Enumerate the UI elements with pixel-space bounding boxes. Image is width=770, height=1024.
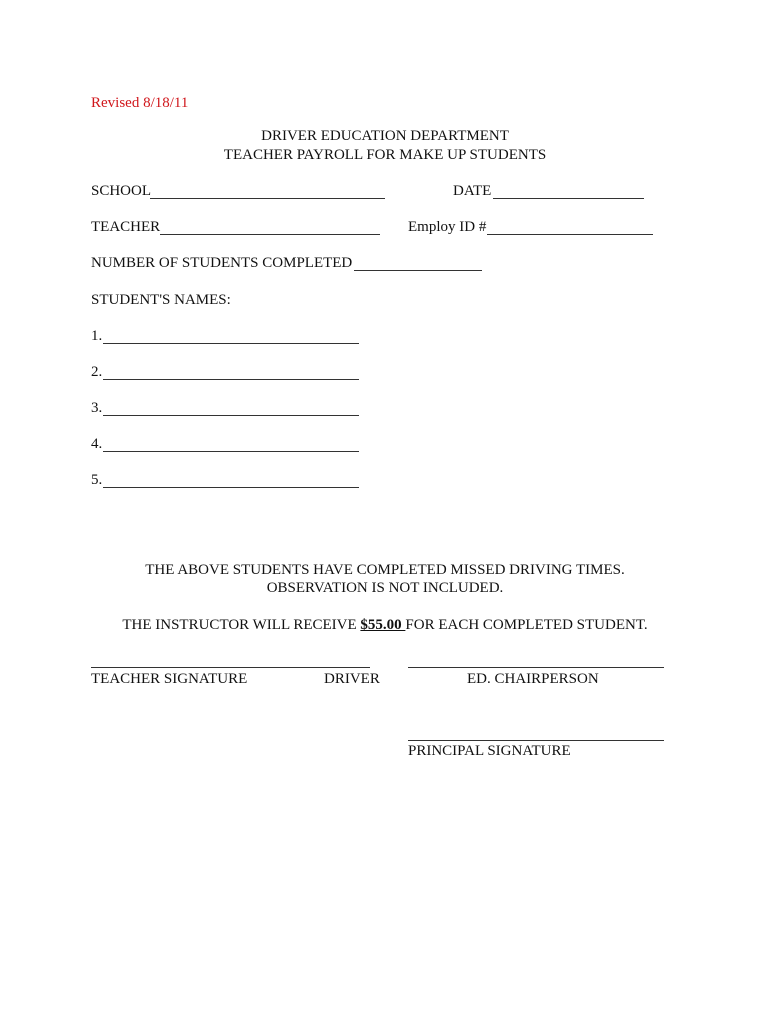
school-field[interactable] [150, 198, 385, 199]
student-name-field-3[interactable] [103, 415, 359, 416]
driver-label: DRIVER [324, 671, 380, 687]
student-number-5: 5. [91, 472, 103, 488]
payment-amount: $55.00 [360, 617, 406, 633]
student-name-field-1[interactable] [103, 343, 359, 344]
ed-chairperson-label: ED. CHAIRPERSON [467, 671, 599, 687]
payment-prefix: THE INSTRUCTOR WILL RECEIVE [122, 617, 361, 633]
teacher-signature-label: TEACHER SIGNATURE [91, 671, 248, 687]
student-number-2: 2. [91, 364, 103, 380]
employ-id-field[interactable] [487, 234, 653, 235]
student-number-1: 1. [91, 328, 103, 344]
form-title: TEACHER PAYROLL FOR MAKE UP STUDENTS [223, 147, 547, 163]
statement-line-1: THE ABOVE STUDENTS HAVE COMPLETED MISSED DRIVING TIMES. [145, 562, 625, 578]
student-number-3: 3. [91, 400, 103, 416]
student-name-field-5[interactable] [103, 487, 359, 488]
student-name-field-4[interactable] [103, 451, 359, 452]
payment-statement [0, 616, 770, 634]
students-completed-field[interactable] [354, 270, 482, 271]
teacher-field[interactable] [160, 234, 380, 235]
date-field[interactable] [493, 198, 644, 199]
revision-note: Revised 8/18/11 [91, 95, 189, 111]
students-completed-label: NUMBER OF STUDENTS COMPLETED [91, 255, 353, 271]
chairperson-signature-line[interactable] [408, 667, 664, 668]
students-heading: STUDENT'S NAMES: [91, 292, 231, 308]
school-label: SCHOOL [91, 183, 152, 199]
teacher-label: TEACHER [91, 219, 161, 235]
principal-signature-line[interactable] [408, 740, 664, 741]
student-number-4: 4. [91, 436, 103, 452]
principal-signature-label: PRINCIPAL SIGNATURE [408, 743, 571, 759]
date-label: DATE [453, 183, 492, 199]
department-title: DRIVER EDUCATION DEPARTMENT [261, 128, 509, 144]
payment-suffix: FOR EACH COMPLETED STUDENT. [405, 617, 648, 633]
student-name-field-2[interactable] [103, 379, 359, 380]
employ-id-label: Employ ID # [408, 219, 487, 235]
teacher-signature-line[interactable] [91, 667, 370, 668]
statement-line-2: OBSERVATION IS NOT INCLUDED. [266, 580, 504, 596]
